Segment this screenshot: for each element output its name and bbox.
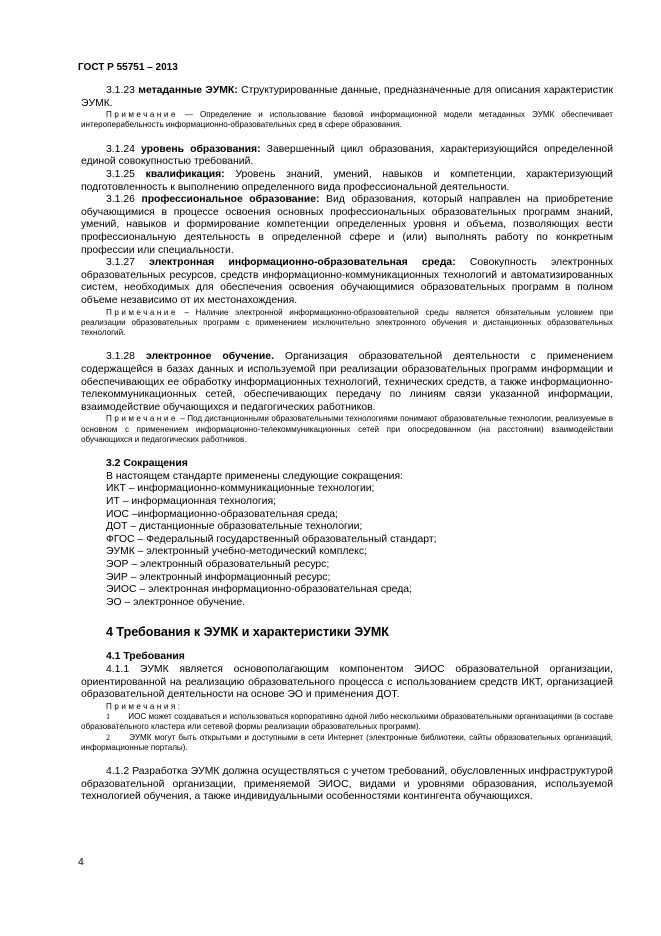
note-2: 2 ЭУМК могут быть открытыми и доступными в сети Интернет (электронные библиотеки, сайты образовательных организаций, информационные порталы). — [81, 732, 613, 752]
note-3-1-27: Примечание – Наличие электронной информационно-образовательной среды является обязательным условием при реализации образовательных программ с применением исключительно электронного обучения и дистанционных образовательных технологий. — [81, 307, 613, 338]
definition-3-1-23: 3.1.23 метаданные ЭУМК: Структурированные данные, предназначенные для описания характеристик ЭУМК. — [81, 85, 613, 109]
list-item: ЭИОС – электронная информационно-образовательная среда; — [106, 584, 412, 596]
definition-3-1-24: 3.1.24 уровень образования: Завершенный цикл образования, характеризующийся определенной единой совокупностью требований. — [81, 143, 614, 168]
note-3-1-28: Примечание – Под дистанционными образовательными технологиями понимают образовательные технологии, реализуемые в основном с применением информационно-телекоммуникационных сетей при опосредованном (на расстоянии) взаимодействии обучающихся и педагогических работников. — [81, 414, 613, 444]
definition-3-1-27: 3.1.27 электронная информационно-образовательная среда: Совокупность электронных образовательных ресурсов, средств информационно-коммуникационных технологий и автоматизированных систем, необходимых для обеспечения освоения обучающимися образовательных программ в полном объеме независимо от их местонахождения. — [81, 257, 613, 306]
paragraph-4-1-2: 4.1.2 Разработка ЭУМК должна осуществляться с учетом требований, обусловленных инфраструктурой образовательной организации, применяемой ЭИОС, видами и уровнями образования, используемой технологией обучения, а также индивидуальными особенностями контингента обучающихся. — [81, 766, 613, 803]
list-item: ИТ – информационная технология; — [106, 496, 276, 508]
list-item: ЭОР – электронный образовательный ресурс; — [106, 559, 330, 570]
list-item: ИОС –информационно-образовательная среда; — [106, 508, 338, 520]
paragraph-4-1-1: 4.1.1 ЭУМК является основополагающим компонентом ЭИОС образовательной организации, ориентированной на реализацию образовательного процесса с использованием средств ИКТ, организацией образовательной деятельности на основе ЭО и применения ДОТ. — [81, 663, 613, 701]
abbreviations-list — [81, 471, 613, 610]
list-item: ЭУМК – электронный учебно-методический комплекс; — [106, 546, 367, 558]
notes-label: Примечания: — [106, 701, 183, 711]
note-1: 1 ИОС может создаваться и использоваться корпоративно одной либо несколькими образовательными организациями (в составе образовательного кластера или сетевой формы реализации образовательных программ). — [81, 712, 614, 732]
list-item: ЭО – электронное обучение. — [106, 596, 246, 608]
definition-3-1-28: 3.1.28 электронное обучение. Организация образовательной деятельности с применением содержащейся в базах данных и используемой при реализации образовательных программ информации и обеспечивающих ее обработку информационных технологий, технических средств, а также информационно-телекоммуникационных сетей, обеспечивающих передачу по линиям связи указанной информации, взаимодействие обучающихся и педагогических работников. — [81, 351, 613, 413]
page-number: 4 — [78, 857, 84, 868]
definition-3-1-25: 3.1.25 квалификация: Уровень знаний, умений, навыков и компетенции, характеризующий подготовленность к выполнению определенного вида профессиональной деятельности. — [81, 168, 613, 193]
list-item: ИКТ – информационно-коммуникационные технологии; — [106, 483, 375, 495]
standard-header: ГОСТ Р 55751 – 2013 — [78, 62, 178, 73]
definition-3-1-26: 3.1.26 профессиональное образование: Вид образования, который направлен на приобретение обучающимися в процессе освоения основных профессиональных образовательных программ знаний, умений, навыков и формирование компетенции определенных уровня и объема, позволяющих вести профессиональную деятельность в определенной сфере и (или) выполнять работу по конкретным профессии или специальности. — [81, 194, 613, 256]
section-4-1-title: 4.1 Требования — [106, 651, 185, 663]
list-item: ЭИР – электронный информационный ресурс; — [106, 571, 331, 583]
page-content — [81, 85, 613, 804]
note-3-1-23: Примечание — Определение и использование базовой информационной модели метаданных ЭУМК обеспечивает интероперабельность информационно-образовательных сред в сфере образования. — [81, 110, 613, 130]
list-item: ДОТ – дистанционные образовательные технологии; — [106, 521, 363, 533]
chapter-4-title: 4 Требования к ЭУМК и характеристики ЭУМК — [106, 625, 389, 640]
abbreviations-intro: В настоящем стандарте применены следующие сокращения: — [106, 470, 403, 482]
list-item: ФГОС – Федеральный государственный образовательный стандарт; — [106, 533, 437, 545]
section-3-2-title: 3.2 Сокращения — [106, 458, 188, 470]
